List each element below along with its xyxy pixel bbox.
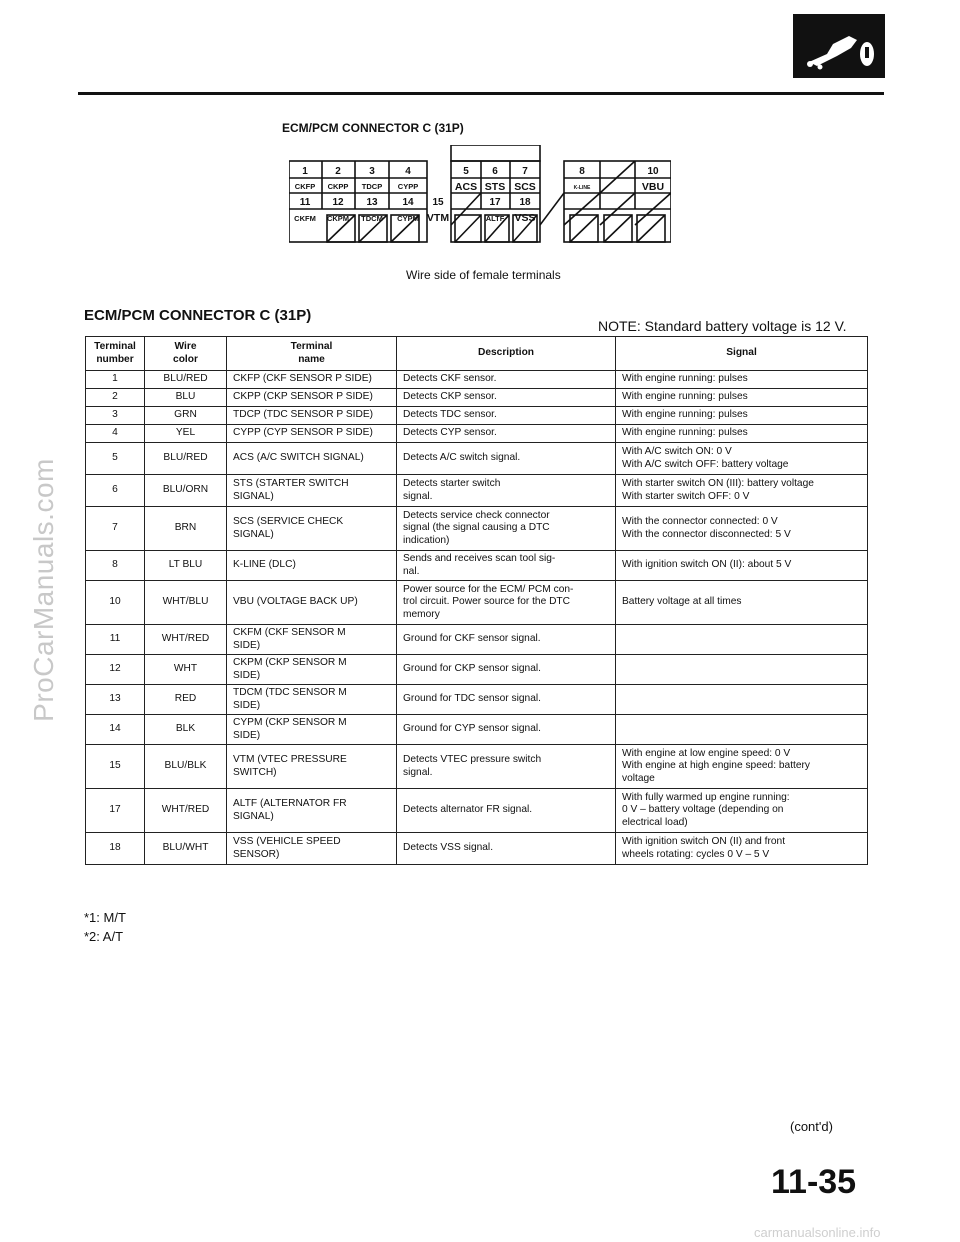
table-title: ECM/PCM CONNECTOR C (31P) xyxy=(84,307,312,324)
cell-terminal: 7 xyxy=(86,507,145,551)
header-signal: Signal xyxy=(616,337,868,371)
header-wire-color xyxy=(145,337,227,371)
pin-10-code: VBU xyxy=(641,181,665,193)
pin-6-number: 6 xyxy=(492,166,498,177)
table-row xyxy=(86,407,868,425)
footnote-1: *1: M/T xyxy=(84,910,126,925)
cell-signal: Battery voltage at all times xyxy=(616,581,868,625)
cell-wire-color: YEL xyxy=(145,425,227,443)
cell-description: Detects CYP sensor. xyxy=(397,425,616,443)
cell-description: Ground for CYP sensor signal. xyxy=(397,715,616,745)
pin-12-number: 12 xyxy=(332,197,344,208)
header-description: Description xyxy=(397,337,616,371)
cell-description: Detects CKP sensor. xyxy=(397,389,616,407)
table-row xyxy=(86,425,868,443)
pin-4-code: CYPP xyxy=(397,182,419,191)
table-row xyxy=(86,443,868,475)
table-row xyxy=(86,581,868,625)
cell-signal: With A/C switch ON: 0 V With A/C switch OFF: battery voltage xyxy=(616,443,868,475)
header-terminal-number-line1: Terminal xyxy=(94,341,136,353)
cell-description: Detects service check connector signal (the signal causing a DTC indication) xyxy=(397,507,616,551)
cell-terminal-name: ALTF (ALTERNATOR FR SIGNAL) xyxy=(227,789,397,833)
pin-1-number: 1 xyxy=(302,166,308,177)
pin-3-code: TDCP xyxy=(361,182,383,191)
pin-4-number: 4 xyxy=(405,166,411,177)
terminal-table xyxy=(85,336,868,865)
cell-terminal: 8 xyxy=(86,551,145,581)
cell-terminal: 12 xyxy=(86,655,145,685)
cell-signal: With starter switch ON (III): battery voltage With starter switch OFF: 0 V xyxy=(616,475,868,507)
cell-terminal: 13 xyxy=(86,685,145,715)
side-watermark xyxy=(14,270,74,910)
header-terminal-name-line1: Terminal xyxy=(290,341,333,353)
cell-terminal-name: VTM (VTEC PRESSURE SWITCH) xyxy=(227,745,397,789)
header-rule xyxy=(78,92,884,95)
cell-description: Detects starter switch signal. xyxy=(397,475,616,507)
header-wire-color-line1: Wire xyxy=(174,341,197,353)
cell-terminal: 5 xyxy=(86,443,145,475)
table-row xyxy=(86,475,868,507)
cell-wire-color: BLU/RED xyxy=(145,443,227,475)
pin-13-number: 13 xyxy=(366,197,378,208)
pin-15-code: VTM xyxy=(426,212,450,224)
cell-wire-color: BLU/WHT xyxy=(145,833,227,865)
section-logo xyxy=(793,14,885,78)
pin-3-number: 3 xyxy=(369,166,375,177)
cell-wire-color: RED xyxy=(145,685,227,715)
cell-terminal: 14 xyxy=(86,715,145,745)
table-row xyxy=(86,551,868,581)
continued-label: (cont'd) xyxy=(790,1119,833,1134)
cell-terminal-name: STS (STARTER SWITCH SIGNAL) xyxy=(227,475,397,507)
cell-signal xyxy=(616,715,868,745)
pin-17-number: 17 xyxy=(489,197,501,208)
cell-signal: With engine running: pulses xyxy=(616,425,868,443)
table-row xyxy=(86,789,868,833)
table-row xyxy=(86,745,868,789)
cell-wire-color: GRN xyxy=(145,407,227,425)
table-row xyxy=(86,507,868,551)
cell-wire-color: WHT/BLU xyxy=(145,581,227,625)
cell-terminal-name: CYPP (CYP SENSOR P SIDE) xyxy=(227,425,397,443)
cell-terminal: 6 xyxy=(86,475,145,507)
cell-wire-color: LT BLU xyxy=(145,551,227,581)
pin-14-code: CYPM xyxy=(397,214,419,223)
table-row xyxy=(86,833,868,865)
cell-terminal-name: CYPM (CKP SENSOR M SIDE) xyxy=(227,715,397,745)
cell-signal: With fully warmed up engine running: 0 V – battery voltage (depending on electrical load) xyxy=(616,789,868,833)
footnotes xyxy=(84,908,126,946)
pin-18-code: VSS xyxy=(514,212,536,224)
cell-signal: With ignition switch ON (II): about 5 V xyxy=(616,551,868,581)
pin-1-code: CKFP xyxy=(294,182,316,191)
cell-description: Detects A/C switch signal. xyxy=(397,443,616,475)
cell-terminal-name: TDCM (TDC SENSOR M SIDE) xyxy=(227,685,397,715)
cell-terminal-name: VSS (VEHICLE SPEED SENSOR) xyxy=(227,833,397,865)
cell-description: Ground for CKP sensor signal. xyxy=(397,655,616,685)
cell-terminal: 1 xyxy=(86,371,145,389)
pin-5-number: 5 xyxy=(463,166,469,177)
footnote-2: *2: A/T xyxy=(84,929,124,944)
cell-terminal-name: CKPP (CKP SENSOR P SIDE) xyxy=(227,389,397,407)
pin-7-number: 7 xyxy=(522,166,528,177)
cell-description: Ground for CKF sensor signal. xyxy=(397,625,616,655)
cell-signal xyxy=(616,625,868,655)
table-row xyxy=(86,389,868,407)
cell-terminal-name: VBU (VOLTAGE BACK UP) xyxy=(227,581,397,625)
pin-7-code: SCS xyxy=(514,181,536,193)
page-number: 11-35 xyxy=(771,1163,857,1201)
cell-signal: With ignition switch ON (II) and front wheels rotating: cycles 0 V – 5 V xyxy=(616,833,868,865)
pin-8-code: K-LINE xyxy=(573,185,591,191)
table-row xyxy=(86,625,868,655)
cell-signal xyxy=(616,655,868,685)
cell-description: Detects CKF sensor. xyxy=(397,371,616,389)
cell-signal: With engine running: pulses xyxy=(616,407,868,425)
cell-description: Detects VTEC pressure switch signal. xyxy=(397,745,616,789)
cell-terminal-name: TDCP (TDC SENSOR P SIDE) xyxy=(227,407,397,425)
cell-terminal-name: CKPM (CKP SENSOR M SIDE) xyxy=(227,655,397,685)
pin-14-number: 14 xyxy=(402,197,414,208)
cell-terminal: 4 xyxy=(86,425,145,443)
pin-2-code: CKPP xyxy=(327,182,349,191)
header-terminal-name xyxy=(227,337,397,371)
pin-10-number: 10 xyxy=(647,166,659,177)
pin-8-number: 8 xyxy=(579,166,585,177)
connector-diagram-title: ECM/PCM CONNECTOR C (31P) xyxy=(282,121,464,135)
table-row xyxy=(86,655,868,685)
engine-icon xyxy=(793,14,885,78)
cell-wire-color: WHT xyxy=(145,655,227,685)
connector-diagram xyxy=(289,145,671,260)
cell-terminal: 3 xyxy=(86,407,145,425)
cell-description: Power source for the ECM/ PCM con- trol circuit. Power source for the DTC memory xyxy=(397,581,616,625)
cell-signal xyxy=(616,685,868,715)
cell-terminal-name: ACS (A/C SWITCH SIGNAL) xyxy=(227,443,397,475)
pin-12-code: CKPM xyxy=(326,214,350,223)
cell-terminal: 17 xyxy=(86,789,145,833)
pin-5-code: ACS xyxy=(454,181,478,193)
side-watermark-text: ProCarManuals.com xyxy=(28,458,60,722)
cell-description: Sends and receives scan tool sig- nal. xyxy=(397,551,616,581)
cell-description: Detects TDC sensor. xyxy=(397,407,616,425)
pin-2-number: 2 xyxy=(335,166,341,177)
cell-wire-color: BLU/RED xyxy=(145,371,227,389)
cell-terminal-name: SCS (SERVICE CHECK SIGNAL) xyxy=(227,507,397,551)
pin-11-code: CKFM xyxy=(294,214,316,223)
cell-terminal: 2 xyxy=(86,389,145,407)
voltage-note: NOTE: Standard battery voltage is 12 V. xyxy=(598,318,847,334)
cell-signal: With engine running: pulses xyxy=(616,371,868,389)
cell-terminal-name: CKFM (CKF SENSOR M SIDE) xyxy=(227,625,397,655)
header-terminal-number xyxy=(86,337,145,371)
cell-terminal-name: CKFP (CKF SENSOR P SIDE) xyxy=(227,371,397,389)
pin-18-number: 18 xyxy=(519,197,531,208)
cell-terminal-name: K-LINE (DLC) xyxy=(227,551,397,581)
cell-signal: With engine running: pulses xyxy=(616,389,868,407)
cell-wire-color: BRN xyxy=(145,507,227,551)
cell-wire-color: WHT/RED xyxy=(145,789,227,833)
header-terminal-number-line2: number xyxy=(96,353,134,365)
table-row xyxy=(86,685,868,715)
cell-wire-color: WHT/RED xyxy=(145,625,227,655)
cell-wire-color: BLU xyxy=(145,389,227,407)
pin-6-code: STS xyxy=(484,181,506,193)
cell-terminal: 11 xyxy=(86,625,145,655)
cell-wire-color: BLU/ORN xyxy=(145,475,227,507)
cell-terminal: 18 xyxy=(86,833,145,865)
table-row xyxy=(86,371,868,389)
cell-terminal: 15 xyxy=(86,745,145,789)
pin-15-number: 15 xyxy=(432,197,444,208)
cell-wire-color: BLK xyxy=(145,715,227,745)
header-wire-color-line2: color xyxy=(173,353,198,365)
cell-signal: With the connector connected: 0 V With the connector disconnected: 5 V xyxy=(616,507,868,551)
header-terminal-name-line2: name xyxy=(298,353,325,365)
footer-watermark: carmanualsonline.info xyxy=(754,1225,881,1240)
cell-wire-color: BLU/BLK xyxy=(145,745,227,789)
cell-description: Detects VSS signal. xyxy=(397,833,616,865)
table-row xyxy=(86,715,868,745)
cell-signal: With engine at low engine speed: 0 V With engine at high engine speed: battery voltage xyxy=(616,745,868,789)
table-body xyxy=(86,371,868,865)
pin-17-code: ALTF xyxy=(485,214,505,223)
cell-description: Detects alternator FR signal. xyxy=(397,789,616,833)
cell-description: Ground for TDC sensor signal. xyxy=(397,685,616,715)
pin-11-number: 11 xyxy=(299,197,311,208)
cell-terminal: 10 xyxy=(86,581,145,625)
wire-side-caption: Wire side of female terminals xyxy=(406,268,561,282)
table-header-row xyxy=(86,337,868,371)
pin-13-code: TDCM xyxy=(361,214,383,223)
